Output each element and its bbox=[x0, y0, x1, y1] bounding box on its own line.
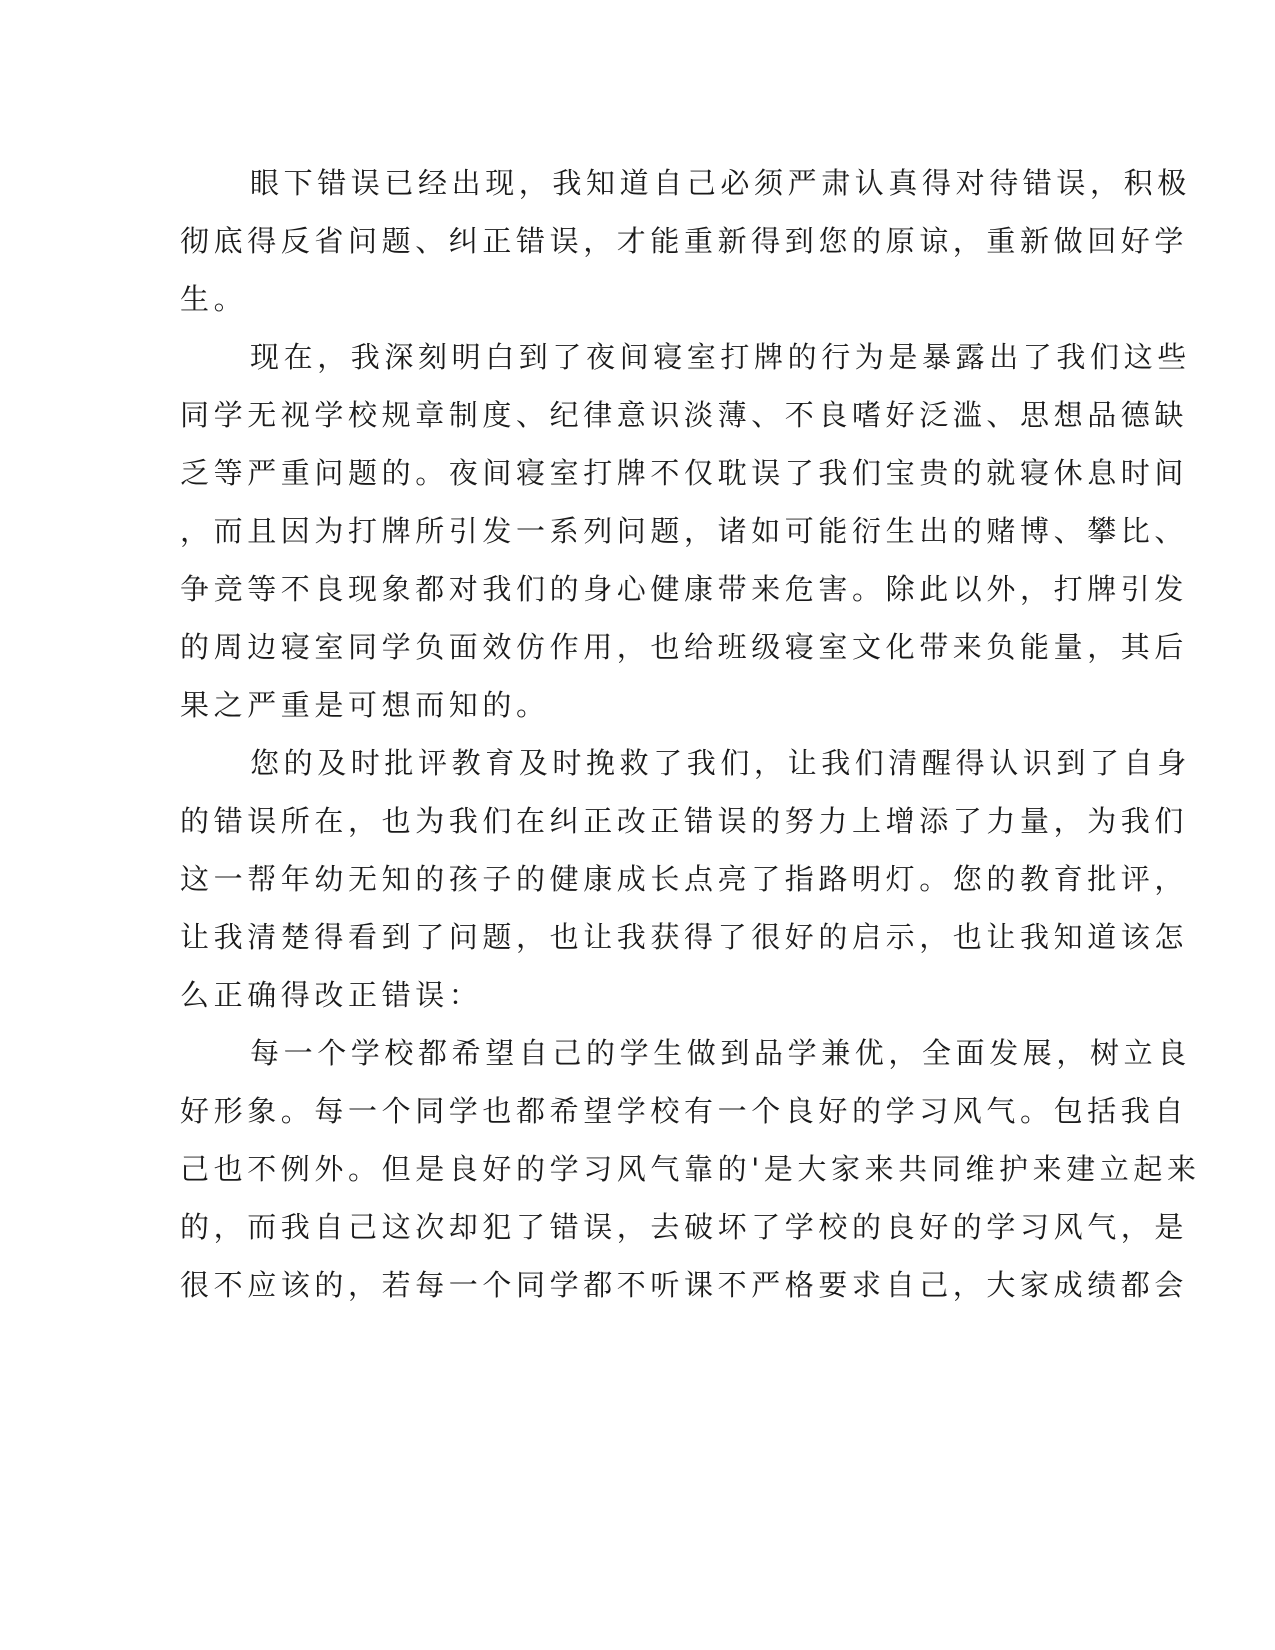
paragraph-2-line-3: 乏等严重问题的。夜间寝室打牌不仅耽误了我们宝贵的就寝休息时间 bbox=[180, 456, 1189, 490]
paragraph-2-line-2: 同学无视学校规章制度、纪律意识淡薄、不良嗜好泛滥、思想品德缺 bbox=[180, 398, 1189, 432]
paragraph-4-line-5: 很不应该的，若每一个同学都不听课不严格要求自己，大家成绩都会 bbox=[180, 1268, 1189, 1302]
paragraph-2-line-4: ，而且因为打牌所引发一系列问题，诸如可能衍生出的赌博、攀比、 bbox=[180, 514, 1189, 548]
paragraph-1-line-3: 生。 bbox=[180, 282, 248, 316]
paragraph-3-line-5: 么正确得改正错误： bbox=[180, 978, 483, 1012]
paragraph-3-line-2: 的错误所在，也为我们在纠正改正错误的努力上增添了力量，为我们 bbox=[180, 804, 1189, 838]
paragraph-4-line-2: 好形象。每一个同学也都希望学校有一个良好的学习风气。包括我自 bbox=[180, 1094, 1189, 1128]
paragraph-3-line-3: 这一帮年幼无知的孩子的健康成长点亮了指路明灯。您的教育批评， bbox=[180, 862, 1189, 896]
paragraph-2-line-6: 的周边寝室同学负面效仿作用，也给班级寝室文化带来负能量，其后 bbox=[180, 630, 1189, 664]
paragraph-2-line-1: 现在，我深刻明白到了夜间寝室打牌的行为是暴露出了我们这些 bbox=[250, 340, 1191, 374]
paragraph-2-line-5: 争竞等不良现象都对我们的身心健康带来危害。除此以外，打牌引发 bbox=[180, 572, 1189, 606]
paragraph-1-line-2: 彻底得反省问题、纠正错误，才能重新得到您的原谅，重新做回好学 bbox=[180, 224, 1189, 258]
paragraph-2-line-7: 果之严重是可想而知的。 bbox=[180, 688, 550, 722]
paragraph-4-line-1: 每一个学校都希望自己的学生做到品学兼优，全面发展，树立良 bbox=[250, 1036, 1191, 1070]
paragraph-1-line-1: 眼下错误已经出现，我知道自己必须严肃认真得对待错误，积极 bbox=[250, 166, 1191, 200]
paragraph-4-line-4: 的，而我自己这次却犯了错误，去破坏了学校的良好的学习风气，是 bbox=[180, 1210, 1189, 1244]
paragraph-3-line-4: 让我清楚得看到了问题，也让我获得了很好的启示，也让我知道该怎 bbox=[180, 920, 1189, 954]
paragraph-4-line-3: 己也不例外。但是良好的学习风气靠的'是大家来共同维护来建立起来 bbox=[180, 1152, 1201, 1186]
paragraph-3-line-1: 您的及时批评教育及时挽救了我们，让我们清醒得认识到了自身 bbox=[250, 746, 1191, 780]
